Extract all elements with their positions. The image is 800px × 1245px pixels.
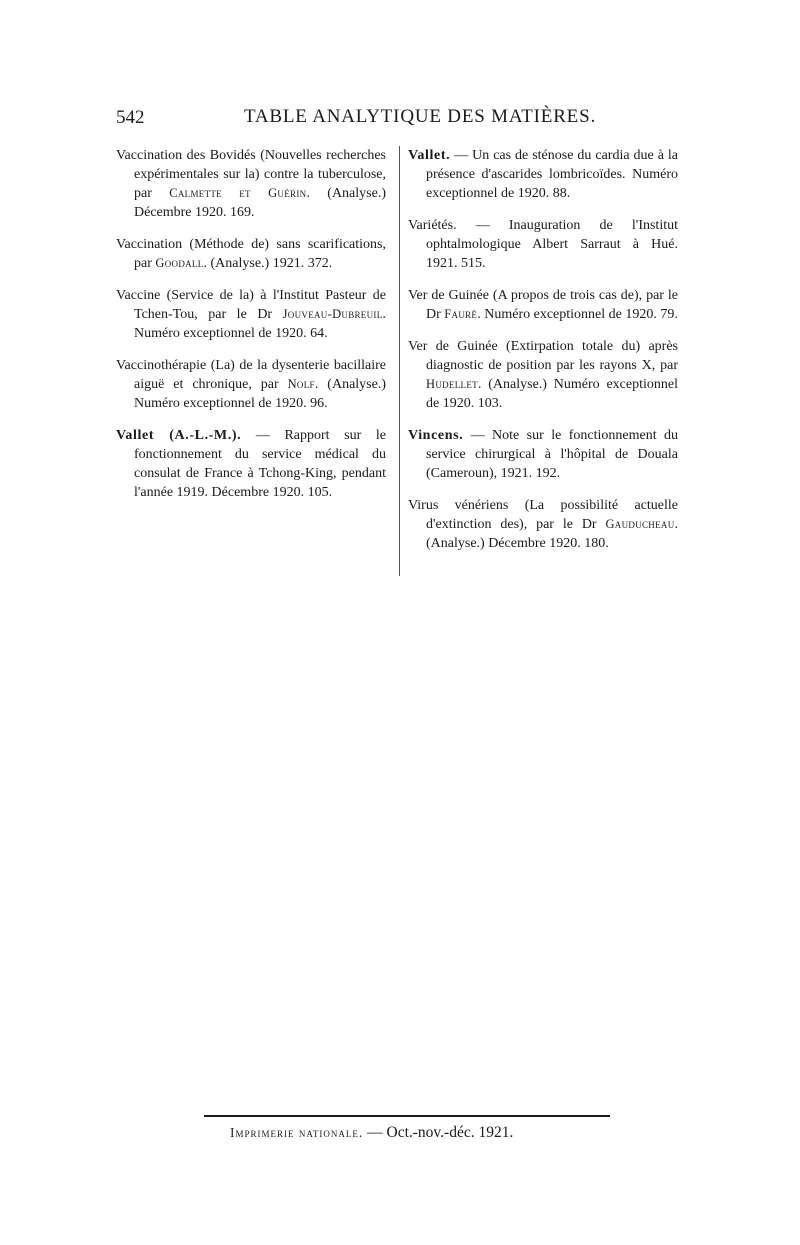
index-entry: Variétés. — Inauguration de l'Institut ophtalmologique Albert Sarraut à Hué. 1921. 515. <box>408 218 678 271</box>
index-entry: Vaccination des Bovidés (Nouvelles recherches expérimentales sur la) contre la tuberculose, par Calmette et Guérin. (Analyse.) Décembre 1920. 169. <box>116 148 386 220</box>
column-divider <box>399 146 400 576</box>
print-date: — Oct.-nov.-déc. 1921. <box>367 1124 514 1141</box>
author-name: Hudellet <box>426 377 478 391</box>
index-entry: Vaccinothérapie (La) de la dysenterie bacillaire aiguë et chronique, par Nolf. (Analyse.) Numéro exceptionnel de 1920. 96. <box>116 358 387 411</box>
index-entry: Vallet (A.-L.-M.). — Rapport sur le fonctionnement du service médical du consulat de France à Tchong-King, pendant l'année 1919. Décembre 1920. 105. <box>116 428 386 500</box>
author-name: Goodall <box>155 256 204 270</box>
footer-rule <box>204 1115 610 1117</box>
printer-name: Imprimerie nationale. <box>230 1125 364 1140</box>
index-entry: Vaccination (Méthode de) sans scarifications, par Goodall. (Analyse.) 1921. 372. <box>116 237 386 271</box>
author-heading: Vincens. <box>408 428 464 443</box>
index-entry: Ver de Guinée (Extirpation totale du) après diagnostic de position par les rayons X, par Hudellet. (Analyse.) Numéro exceptionnel de 1920. 103. <box>408 339 678 411</box>
author-heading: Vallet (A.-L.-M.). <box>116 428 242 443</box>
index-entry: Vincens. — Note sur le fonctionnement du service chirurgical à l'hôpital de Douala (Cameroun), 1921. 192. <box>408 428 678 481</box>
author-name: Calmette et Guérin <box>169 186 307 200</box>
author-name: Gauducheau <box>605 517 675 531</box>
index-column-right <box>408 146 678 566</box>
index-entry: Ver de Guinée (A propos de trois cas de), par le Dr Fauré. Numéro exceptionnel de 1920. 79. <box>408 288 678 322</box>
index-entry: Vaccine (Service de la) à l'Institut Pasteur de Tchen-Tou, par le Dr Jouveau-Dubreuil. Numéro exceptionnel de 1920. 64. <box>116 288 386 341</box>
author-name: Fauré <box>444 307 478 321</box>
printer-imprint <box>230 1124 513 1142</box>
page-number: 542 <box>116 107 145 128</box>
index-column-left <box>116 146 386 515</box>
page-header <box>116 103 680 137</box>
author-name: Nolf <box>287 377 315 391</box>
author-name: Jouveau-Dubreuil <box>282 307 383 321</box>
index-entry: Vallet. — Un cas de sténose du cardia due à la présence d'ascarides lombricoïdes. Numéro exceptionnel de 1920. 88. <box>408 148 678 201</box>
author-heading: Vallet. <box>408 148 451 163</box>
index-entry: Virus vénériens (La possibilité actuelle d'extinction des), par le Dr Gauducheau. (Analyse.) Décembre 1920. 180. <box>408 498 678 551</box>
running-title: TABLE ANALYTIQUE DES MATIÈRES. <box>244 106 597 127</box>
